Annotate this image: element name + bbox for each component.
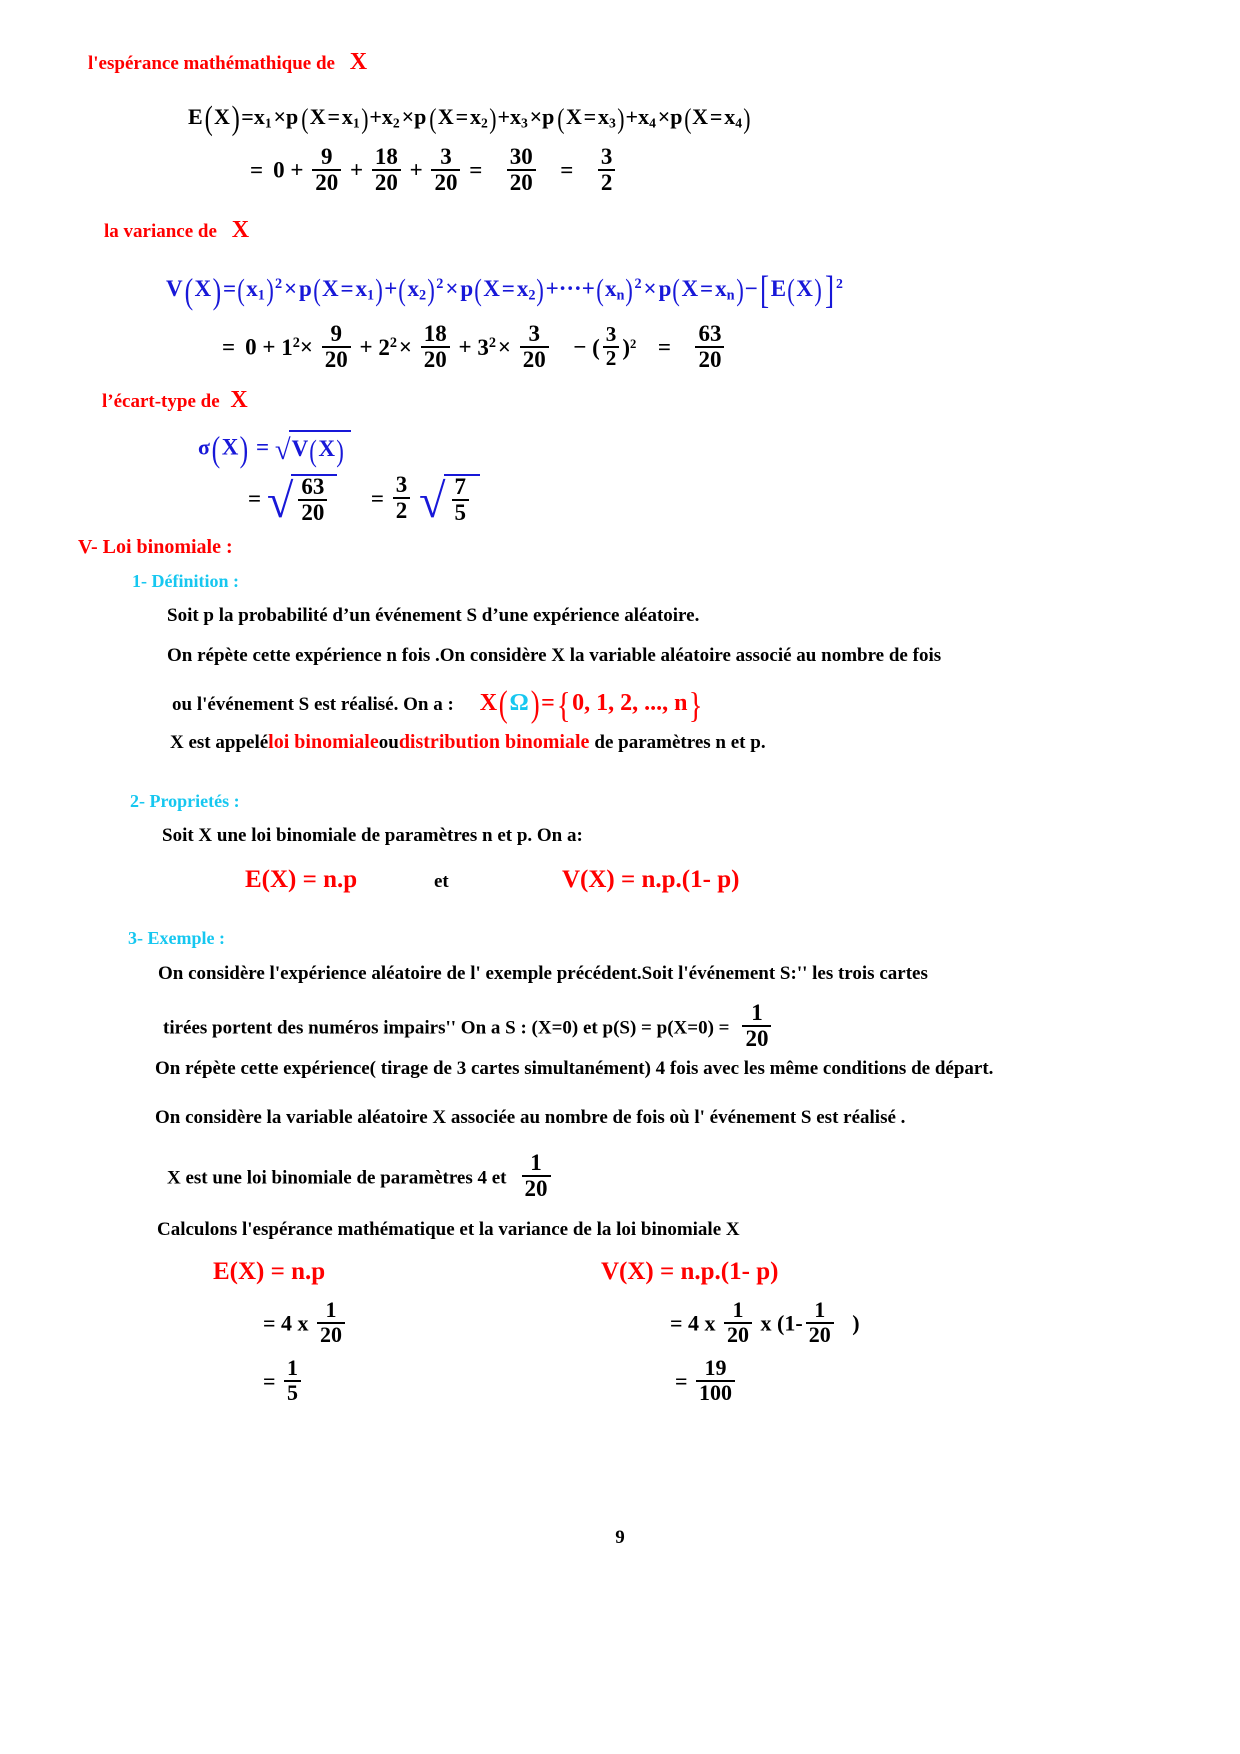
section-heading-esperance [88,49,367,76]
section-heading-ecart-type [102,387,248,414]
variance-ellipsis: ··· [558,275,582,301]
calc-variance-step-1-mid: x (1- [760,1310,803,1336]
calc-variance-step-1-fraction-2: $\frac{1}{20}$ [806,1299,834,1346]
page-number: 9 [615,1527,625,1548]
omega-formula: X(Ω)={0, 1, 2, ..., n} [479,684,704,726]
exemple-line-5 [167,1150,554,1203]
ecart-type-formula-line-1: σ(X) = √V(X) [198,428,351,470]
variance-l2-zero: 0 [245,334,257,360]
proprietes-formula-variance: V(X) = n.p.(1- p) [562,866,740,893]
exemple-line-2-fraction: $\frac{1}{20}$ [739,1014,774,1039]
exemple-line-3: On répète cette expérience( tirage de 3 cartes simultanément) 4 fois avec les même conditions de départ. [155,1058,994,1079]
esperance-heading-text: l'espérance mathémathique de [88,53,335,74]
calc-variance-step-1-suffix: ) [852,1310,860,1336]
calc-esperance-step-1-prefix: = 4 x [263,1310,309,1336]
subsection-heading-proprietes: 2- Proprietés : [130,791,240,811]
exemple-line-5-fraction: $\frac{1}{20}$ [519,1164,554,1189]
esperance-l2-zero: 0 [273,157,285,183]
omega-symbol: Ω [509,690,529,717]
definition-line-2: On répète cette expérience n fois .On considère X la variable aléatoire associé au nombre de fois [167,645,942,666]
esperance-l2-plus-2: + [349,157,364,183]
calc-variance-step-1 [670,1297,860,1349]
variance-l2-squared-fraction: ( $\frac{3}{2}$ )$^2$ [592,322,637,370]
definition-line-1: Soit p la probabilité d’un événement S d’une expérience aléatoire. [167,605,700,626]
esperance-l2-plus-1: + [290,157,304,183]
calc-esperance-step-2-prefix: = [263,1368,276,1394]
esperance-l2-plus-3: + [409,157,423,183]
esperance-E-arg: X [214,104,230,130]
ecart-type-l2-equals-2: = [370,485,384,511]
variance-l2-plus-3: + [458,334,472,360]
exemple-line-2 [163,1000,774,1053]
section-heading-variance [104,217,249,244]
calc-variance-step-2 [675,1355,738,1407]
section-heading-loi-binomiale: V- Loi binomiale : [78,536,233,558]
variance-formula-line-1: $V(X)=(x_1)^2$ × p(X = $x_1)+(x_2)^2$ × p(X = $x_2)+\cdot\cdot\cdot+(x_n)^2$ × p(X = $x_n)-[E(X)]$ $^2$ [166,269,843,312]
esperance-l2-equals-3: = [560,157,574,183]
conclusion-prefix: X est appelé [170,732,269,753]
calc-esperance-step-2-fraction: $\frac{1}{5}$ [284,1357,301,1404]
subsection-heading-definition: 1- Définition : [132,571,239,591]
conclusion-loi-binomiale: loi binomiale [268,731,379,753]
variance-l2-equals-1: = [222,334,236,360]
esperance-l2-fraction-1: $\frac{9}{20}$ [312,145,341,194]
omega-formula-X: X [479,690,498,717]
esperance-l2-fraction-2: $\frac{18}{20}$ [372,145,401,194]
esperance-formula-line-1: $E(X)=x_1$ ×p (X = $x_1)+x_2$ ×p (X = $x_2)+x_3$ ×p (X = $x_3)+x_4$ ×p(X = $x_4$) [188,100,751,138]
ecart-type-heading-text: l’écart-type de [102,391,220,412]
variance-heading-text: la variance de [104,221,217,242]
calc-esperance-step-1-fraction: $\frac{1}{20}$ [317,1299,345,1346]
esperance-heading-variable: X [349,49,368,75]
omega-formula-equals: = [541,690,555,717]
variance-l2-equals-2: = [657,334,671,360]
variance-l2-fraction-2: $\frac{18}{20}$ [421,322,450,371]
exemple-line-1: On considère l'expérience aléatoire de l' exemple précédent.Soit l'événement S:'' les trois cartes [158,963,928,984]
variance-l2-fraction-1: $\frac{9}{20}$ [322,322,351,371]
proprietes-formula-esperance: E(X) = n.p [245,866,358,893]
variance-V-arg: X [194,275,212,301]
calc-variance-step-1-fraction-1: $\frac{1}{20}$ [724,1299,752,1346]
variance-l2-fraction-3: $\frac{3}{20}$ [520,322,549,371]
variance-l2-plus-2: + [359,334,373,360]
definition-conclusion [170,731,766,754]
esperance-equals: = [241,104,254,130]
variance-equals: = [223,275,237,301]
exemple-line-4: On considère la variable aléatoire X associée au nombre de fois où l' événement S est réalisé . [155,1107,906,1128]
variance-formula-line-2: = $0 + 1^2\times$ $\frac{9}{20}$ + $2^2$ × $\frac{18}{20}$ + $3^2$ × $\frac{3}{20}$ − ( $\frac{3}{2}$ )$^2$ = $\frac{63}{20}$ [222,325,727,374]
sqrt-63-over-20: √ $\frac{63}{20}$ [267,473,338,528]
subsection-heading-exemple: 3- Exemple : [128,928,225,948]
calc-variance-title: V(X) = n.p.(1- p) [601,1258,779,1285]
variance-l2-minus: − [573,334,587,360]
sqrt-of-variance: √V(X) [275,430,351,469]
esperance-l2-fraction-3: $\frac{3}{20}$ [431,145,460,194]
variance-l2-term-2-coef: $2^2$ [378,334,397,360]
ecart-type-l2-equals-1: = [248,485,262,511]
variance-EX-term: E(X) [770,273,822,307]
conclusion-distribution-binomiale: distribution binomiale [398,731,590,753]
calc-esperance-step-1 [263,1297,348,1349]
calc-esperance-step-2 [263,1355,304,1407]
proprietes-formula-conjunction: et [434,871,449,892]
esperance-formula-line-2 [250,144,618,197]
calc-esperance-title: E(X) = n.p [213,1258,326,1285]
variance-minus: − [744,275,758,301]
variance-heading-variable: X [231,217,250,243]
esperance-l2-equals-1: = [250,157,264,183]
omega-formula-set: 0, 1, 2, ..., n [572,690,688,717]
esperance-l2-result-sum: $\frac{30}{20}$ [507,145,536,194]
proprietes-line-1: Soit X une loi binomiale de paramètres n et p. On a: [162,825,583,846]
ecart-type-equals: = [256,434,270,460]
exemple-line-6: Calculons l'espérance mathématique et la variance de la loi binomiale X [157,1219,740,1240]
esperance-l2-equals-2: = [469,157,483,183]
esperance-E: E [188,104,203,130]
calc-variance-step-1-prefix: = 4 x [670,1310,716,1336]
variance-V: V [166,275,183,301]
calc-variance-step-2-fraction: $\frac{19}{100}$ [696,1357,735,1404]
esperance-l2-result-simplified: $\frac{3}{2}$ [598,145,616,194]
ecart-type-formula-line-2 [248,473,480,528]
exemple-line-5-prefix: X est une loi binomiale de paramètres 4 et [167,1167,507,1189]
variance-l2-result: $\frac{63}{20}$ [695,322,724,371]
conclusion-suffix: de paramètres n et p. [594,732,766,753]
variance-l2-plus-1: + [262,334,276,360]
variance-l2-term-3-coef: $3^2$ [477,334,496,360]
sigma-arg: X [221,434,239,460]
sqrt-radicand-VX: V(X) [291,433,344,468]
calc-variance-step-2-prefix: = [675,1368,688,1394]
sqrt-7-over-5: √ $\frac{7}{5}$ [419,473,480,528]
exemple-line-2-prefix: tirées portent des numéros impairs'' On a S : (X=0) et p(S) = p(X=0) = [163,1017,730,1039]
sigma-symbol: σ [198,435,210,460]
conclusion-ou: ou [378,732,399,753]
ecart-type-l2-coefficient: $\frac{3}{2}$ [393,473,411,522]
definition-line-3 [172,683,705,726]
definition-line-3-prefix: ou l'événement S est réalisé. On a : [172,694,454,716]
variance-l2-term-1-coef: $1^2$ [281,334,300,360]
ecart-type-heading-variable: X [230,387,248,413]
